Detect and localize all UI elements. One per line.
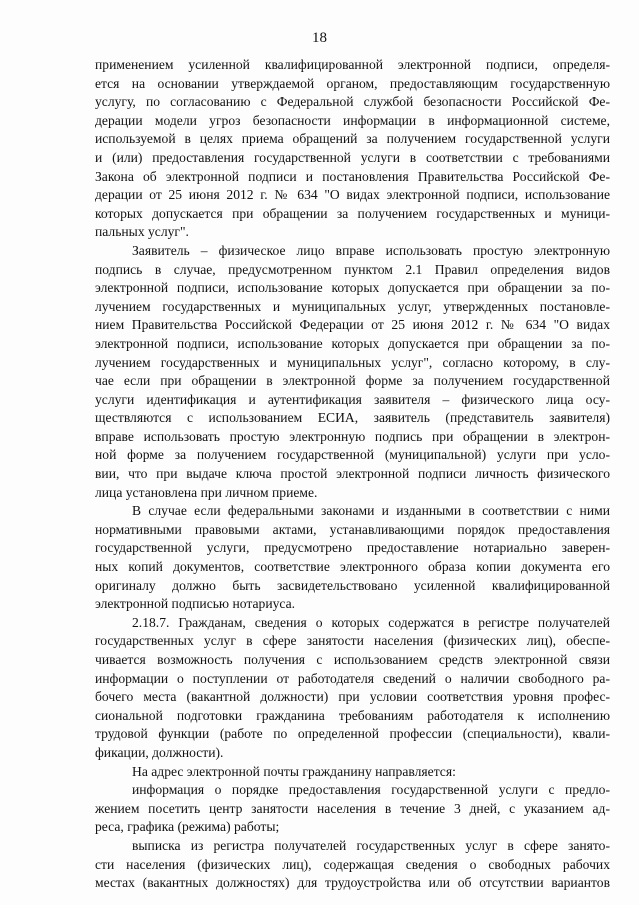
text-line: сиональной подготовки гражданина требованиям работодателя к исполнению <box>95 707 610 723</box>
text-line: лучением государственных и муниципальных услуг, утвержденных постановле- <box>95 298 610 314</box>
text-line: электронной подписью нотариуса. <box>95 596 296 612</box>
text-line: государственных услуг в сфере занятости населения (физических лиц), обеспе- <box>95 633 610 649</box>
text-line: ется на основании утверждаемой органом, предоставляющим государственную <box>95 75 610 91</box>
text-line: трудовой функции (работе по определенной профессии (специальности), квали- <box>95 726 610 742</box>
text-line: государственной услуги, предусмотрено предоставление нотариально заверен- <box>95 540 610 556</box>
text-line: бочего места (вакантной должности) при условии соответствия уровня профес- <box>95 689 610 705</box>
text-line: информация о порядке предоставления государственной услуги с предло- <box>132 782 610 798</box>
text-line: и (или) предоставления государственной услуги в соответствии с требованиями <box>95 149 610 165</box>
body-text <box>95 56 610 893</box>
text-line: электронной подписи, использование которых допускается при обращении за по- <box>95 335 610 351</box>
text-line: лучением государственных и муниципальных услуг", согласно которому, в слу- <box>95 354 610 370</box>
text-line: ных копий документов, соответствие электронного образа копии документа его <box>95 559 610 575</box>
text-line: оригиналу должно быть засвидетельствовано усиленной квалифицированной <box>95 577 610 593</box>
text-line: дерации модели угроз безопасности информации в информационной системе, <box>95 112 610 128</box>
text-line: вправе использовать простую электронную подпись при обращении в электрон- <box>95 428 610 444</box>
text-line: Закона об электронной подписи и постановления Правительства Российской Фе- <box>95 168 610 184</box>
text-line: электронной подписи, использование которых допускается при обращении за по- <box>95 280 610 296</box>
text-line: чивается возможность получения с использованием средств электронной связи <box>95 652 610 667</box>
text-line: местах (вакантных должностях) для трудоустройства или об отсутствии вариантов <box>95 875 610 891</box>
text-line: реса, графика (режима) работы; <box>95 819 280 835</box>
text-line: вии, что при выдаче ключа простой электронной подписи личность физического <box>95 466 610 482</box>
text-line: которых допускается при обращении за получением государственных и муници- <box>95 205 610 221</box>
text-line: ной форме за получением государственной (муниципальной) услуги при усло- <box>95 447 610 463</box>
text-line: информации о поступлении от работодателя сведений о наличии свободного ра- <box>95 670 610 686</box>
text-line: пальных услуг". <box>95 224 189 240</box>
text-line: В случае если федеральными законами и изданными в соответствии с ними <box>132 503 610 519</box>
text-line: 2.18.7. Гражданам, сведения о которых содержатся в регистре получателей <box>132 614 610 630</box>
text-line: жением посетить центр занятости населения в течение 3 дней, с указанием ад- <box>95 800 610 816</box>
text-line: услугу, по согласованию с Федеральной службой безопасности Российской Фе- <box>95 94 610 110</box>
text-line: применением усиленной квалифицированной электронной подписи, определя- <box>95 57 610 72</box>
text-line: ществляются с использованием ЕСИА, заявитель (представитель заявителя) <box>95 410 610 426</box>
text-line: Заявитель – физическое лицо вправе использовать простую электронную <box>132 242 610 258</box>
text-line: сти населения (физических лиц), содержащая сведения о свободных рабочих <box>95 856 610 872</box>
text-line: чае если при обращении в электронной форме за получением государственной <box>95 373 610 389</box>
text-line: лица установлена при личном приеме. <box>95 484 318 500</box>
text-line: фикации, должности). <box>95 744 224 760</box>
text-line: нормативными правовыми актами, устанавливающими порядок предоставления <box>95 521 610 537</box>
text-line: На адрес электронной почты гражданину направляется: <box>132 763 456 779</box>
text-line: используемой в целях приема обращений за получением государственной услуги <box>95 131 610 147</box>
text-line: нием Правительства Российской Федерации от 25 июня 2012 г. № 634 "О видах <box>95 317 610 333</box>
text-line: дерации от 25 июня 2012 г. № 634 "О видах электронной подписи, использование <box>95 187 610 203</box>
page-number: 18 <box>312 30 327 46</box>
text-line: услуги идентификация и аутентификация заявителя – физического лица осу- <box>95 391 610 407</box>
text-line: подпись в случае, предусмотренном пунктом 2.1 Правил определения видов <box>95 261 610 277</box>
text-line: выписка из регистра получателей государственных услуг в сфере занято- <box>132 837 610 853</box>
